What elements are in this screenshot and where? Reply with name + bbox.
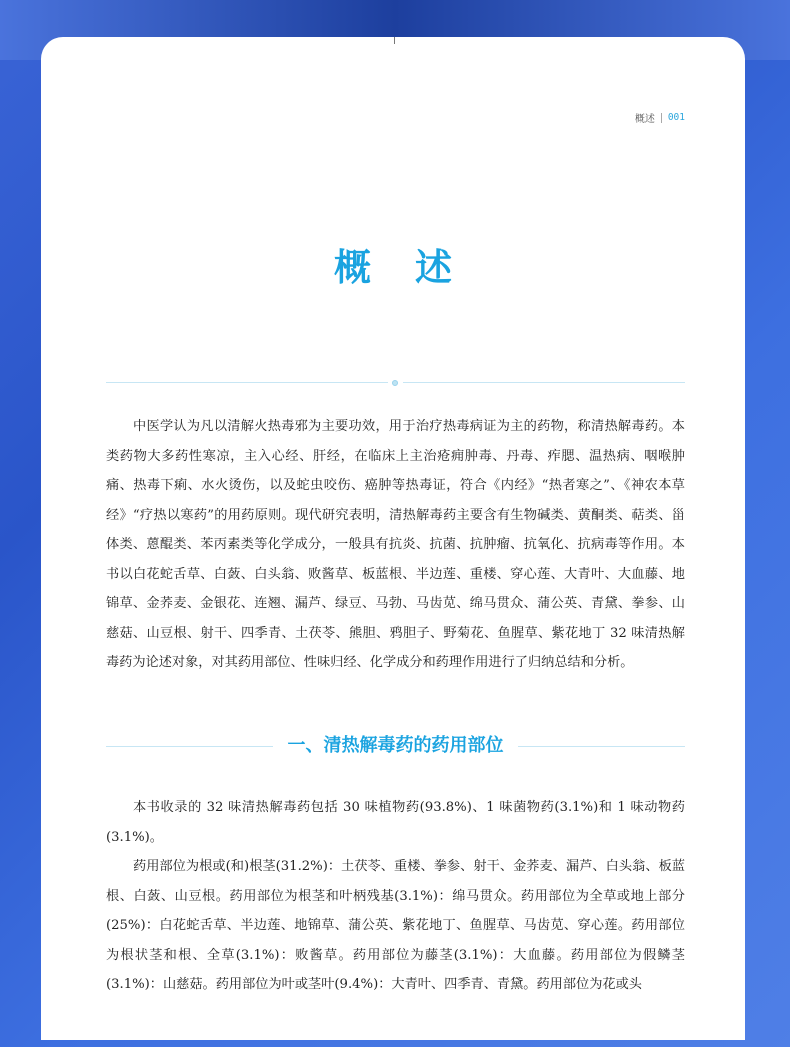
page-number: 001 [667,112,685,123]
running-head [635,110,685,125]
intro-paragraph: 中医学认为凡以清解火热毒邪为主要功效，用于治疗热毒病证为主的药物，称清热解毒药。本类药物大多药性寒凉，主入心经、肝经，在临床上主治疮痈肿毒、丹毒、痄腮、温热病、咽喉肿痛、热毒下痢、水火烫伤，以及蛇虫咬伤、癌肿等热毒证，符合《内经》“热者寒之”、《神农本草经》“疗热以寒药”的用药原则。现代研究表明，清热解毒药主要含有生物碱类、黄酮类、萜类、甾体类、蒽醌类、苯丙素类等化学成分，一般具有抗炎、抗菌、抗肿瘤、抗氧化、抗病毒等作用。本书以白花蛇舌草、白蔹、白头翁、败酱草、板蓝根、半边莲、重楼、穿心莲、大青叶、大血藤、地锦草、金荞麦、金银花、连翘、漏芦、绿豆、马勃、马齿苋、绵马贯众、蒲公英、青黛、拳参、山慈菇、山豆根、射干、四季青、土茯苓、熊胆、鸦胆子、野菊花、鱼腥草、紫花地丁 32 味清热解毒药为论述对象，对其药用部位、性味归经、化学成分和药理作用进行了归纳总结和分析。 [106,419,685,670]
section-heading-text: 一、清热解毒药的药用部位 [287,735,504,756]
ornament-line-left [106,382,388,383]
section-heading [106,732,685,760]
chapter-title: 概述 [334,246,496,289]
title-ornament-divider [106,381,685,385]
ornament-line-right [403,382,685,383]
page-center-mark [394,37,395,44]
ornament-dot [392,380,398,386]
running-head-divider [661,113,662,123]
running-head-section: 概述 [634,114,655,125]
book-page [41,37,745,1040]
section-paragraph-2: 药用部位为根或(和)根茎(31.2%)：土茯苓、重楼、拳参、射干、金荞麦、漏芦、白头翁、板蓝根、白蔹、山豆根。药用部位为根茎和叶柄残基(3.1%)：绵马贯众。药用部位为全草或地上部分(25%)：白花蛇舌草、半边莲、地锦草、蒲公英、紫花地丁、鱼腥草、马齿苋、穿心莲。药用部位为根状茎和根、全草(3.1%)：败酱草。药用部位为藤茎(3.1%)：大血藤。药用部位为假鳞茎(3.1%)：山慈菇。药用部位为叶或茎叶(9.4%)：大青叶、四季青、青黛。药用部位为花或头 [106,859,685,992]
section-heading-line-right [518,746,685,747]
section-paragraph-1: 本书收录的 32 味清热解毒药包括 30 味植物药(93.8%)、1 味菌物药(3.1%)和 1 味动物药(3.1%)。 [106,800,685,845]
